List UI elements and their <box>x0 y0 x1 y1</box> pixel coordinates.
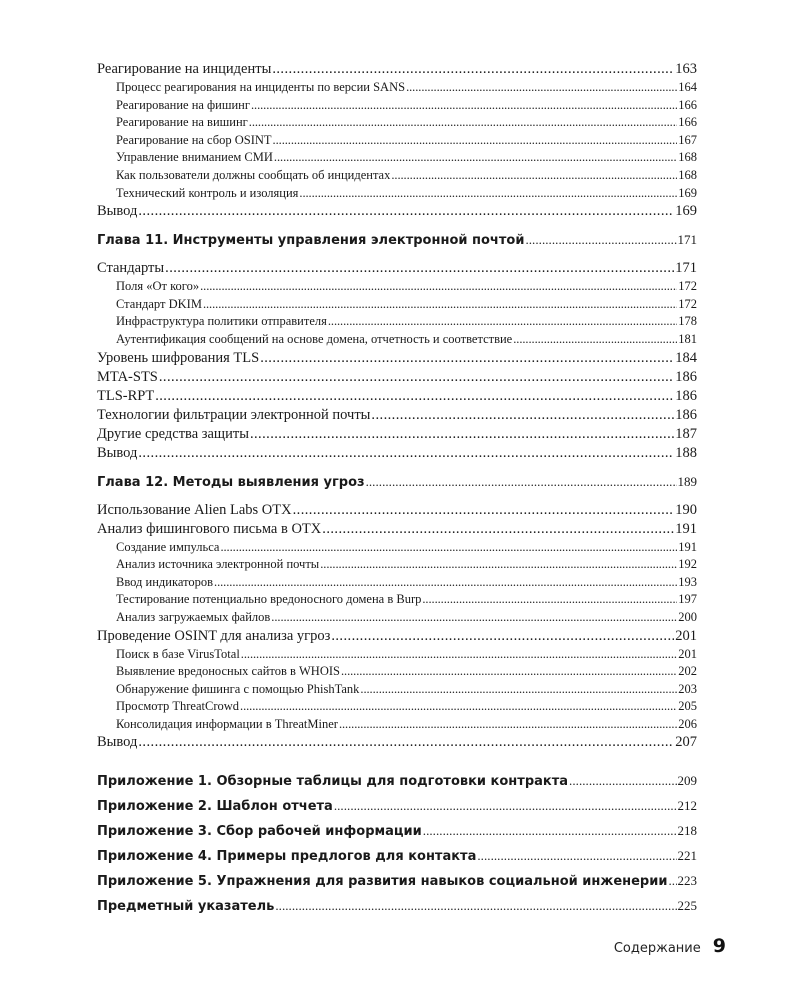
entry-title: Анализ загружаемых файлов <box>116 609 271 624</box>
spacer <box>97 221 697 229</box>
dot-leader <box>366 471 677 493</box>
entry-page: 171 <box>675 260 697 277</box>
toc-subsection-entry[interactable] <box>97 574 697 592</box>
chapter-page: 189 <box>677 473 697 489</box>
dot-leader <box>293 501 675 520</box>
dot-leader <box>331 627 674 646</box>
entry-title: Анализ источника электронной почты <box>116 557 320 572</box>
entry-page: 181 <box>678 331 697 346</box>
toc-subsection-entry[interactable] <box>97 556 697 574</box>
toc-subsection-entry[interactable] <box>97 591 697 609</box>
entry-title: Реагирование на инциденты <box>97 61 272 77</box>
entry-title: Вывод <box>97 203 138 220</box>
toc-subsection-entry[interactable] <box>97 296 697 314</box>
toc-subsection-entry[interactable] <box>97 97 697 115</box>
entry-page: 202 <box>678 664 697 679</box>
toc-section-entry[interactable] <box>97 60 697 79</box>
entry-page: 192 <box>678 557 697 572</box>
entry-page: 188 <box>675 444 697 461</box>
dot-leader <box>320 556 677 574</box>
chapter-title: Глава 11. Инструменты управления электронной почтой <box>97 233 525 249</box>
dot-leader <box>406 79 677 97</box>
entry-title: Аутентификация сообщений на основе домена, отчетность и соответствие <box>116 331 513 346</box>
dot-leader <box>668 868 676 893</box>
entry-title: Вывод <box>97 734 138 751</box>
toc-subsection-entry[interactable] <box>97 331 697 349</box>
toc-section-entry[interactable] <box>97 368 697 387</box>
entry-page: 197 <box>678 592 697 607</box>
entry-page: 186 <box>675 387 697 404</box>
entry-page: 187 <box>675 425 697 442</box>
dot-leader <box>138 733 674 752</box>
entry-page: 207 <box>675 734 697 751</box>
entry-title: Приложение 3. Сбор рабочей информации <box>97 824 422 840</box>
toc-section-entry[interactable] <box>97 520 697 539</box>
entry-page: 164 <box>678 80 697 94</box>
toc-section-entry[interactable] <box>97 733 697 752</box>
dot-leader <box>260 349 674 368</box>
toc-section-entry[interactable] <box>97 406 697 425</box>
spacer <box>97 493 697 501</box>
toc-subsection-entry[interactable] <box>97 185 697 203</box>
entry-page: 212 <box>677 798 697 814</box>
dot-leader <box>339 716 677 734</box>
toc-section-entry[interactable] <box>97 349 697 368</box>
toc-subsection-entry[interactable] <box>97 609 697 627</box>
toc-section-incident-response <box>97 60 697 221</box>
entry-page: 221 <box>677 848 697 864</box>
chapter-page: 171 <box>677 232 697 248</box>
entry-page: 178 <box>678 314 697 329</box>
toc-section-entry[interactable] <box>97 387 697 406</box>
dot-leader <box>249 114 677 132</box>
toc-appendix-entry[interactable] <box>97 818 697 843</box>
dot-leader <box>240 698 677 716</box>
toc-section-entry[interactable] <box>97 425 697 444</box>
entry-title: Реагирование на вишинг <box>116 115 248 130</box>
entry-page: 206 <box>678 716 697 731</box>
dot-leader <box>334 793 677 818</box>
dot-leader <box>477 843 676 868</box>
entry-page: 223 <box>677 873 697 889</box>
toc-appendix-entry[interactable] <box>97 768 697 793</box>
entry-page: 172 <box>678 296 697 311</box>
entry-page: 184 <box>675 349 697 366</box>
toc-section-entry[interactable] <box>97 259 697 278</box>
entry-page: 168 <box>678 150 697 165</box>
chapter-title: Глава 12. Методы выявления угроз <box>97 474 365 490</box>
entry-page: 205 <box>678 699 697 714</box>
toc-subsection-entry[interactable] <box>97 114 697 132</box>
entry-title: Создание импульса <box>116 539 220 554</box>
dot-leader <box>525 229 676 251</box>
dot-leader <box>273 132 678 150</box>
entry-page: 200 <box>678 609 697 624</box>
entry-title: Стандарты <box>97 260 165 277</box>
dot-leader <box>214 574 677 592</box>
entry-page: 218 <box>677 823 697 839</box>
entry-title: Обнаружение фишинга с помощью PhishTank <box>116 681 360 696</box>
entry-page: 169 <box>675 203 697 220</box>
entry-title: Вывод <box>97 444 138 461</box>
toc-section-entry[interactable] <box>97 627 697 646</box>
entry-page: 191 <box>675 520 697 537</box>
page-footer <box>614 935 726 957</box>
toc-section-entry[interactable] <box>97 444 697 463</box>
entry-title: Приложение 5. Упражнения для развития навыков социальной инженерии <box>97 874 668 890</box>
dot-leader <box>322 520 674 539</box>
toc-subsection-entry[interactable] <box>97 167 697 185</box>
entry-title: Технологии фильтрации электронной почты <box>97 406 371 423</box>
toc-section-entry[interactable] <box>97 501 697 520</box>
toc-section-chapter-11 <box>97 259 697 462</box>
entry-title: Как пользователи должны сообщать об инцидентах <box>116 167 391 182</box>
spacer <box>97 463 697 471</box>
entry-page: 166 <box>678 97 697 112</box>
entry-title: Технический контроль и изоляция <box>116 185 299 200</box>
toc-subsection-entry[interactable] <box>97 278 697 296</box>
dot-leader <box>341 663 677 681</box>
entry-title: Приложение 1. Обзорные таблицы для подготовки контракта <box>97 774 569 790</box>
dot-leader <box>422 591 677 609</box>
toc-section-entry[interactable] <box>97 202 697 221</box>
entry-title: Предметный указатель <box>97 899 275 915</box>
entry-page: 168 <box>678 167 697 182</box>
toc-subsection-entry[interactable] <box>97 663 697 681</box>
entry-title: Управление вниманием СМИ <box>116 150 273 165</box>
entry-title: Ввод индикаторов <box>116 574 214 589</box>
entry-page: 172 <box>678 279 697 294</box>
entry-title: Реагирование на фишинг <box>116 97 250 112</box>
entry-title: Приложение 4. Примеры предлогов для контакта <box>97 849 477 865</box>
page-number: 9 <box>712 935 726 957</box>
running-header-label: Содержание <box>613 941 701 956</box>
entry-page: 186 <box>675 406 697 423</box>
dot-leader <box>274 149 677 167</box>
toc-chapter-11[interactable] <box>97 229 697 251</box>
entry-page: 169 <box>678 185 697 200</box>
toc-subsection-entry[interactable] <box>97 646 697 664</box>
dot-leader <box>250 425 674 444</box>
dot-leader <box>155 387 674 406</box>
entry-title: Использование Alien Labs OTX <box>97 501 292 518</box>
entry-title: Анализ фишингового письма в OTX <box>97 520 322 537</box>
spacer <box>97 752 697 768</box>
toc-subsection-entry[interactable] <box>97 79 697 97</box>
dot-leader <box>299 185 677 203</box>
dot-leader <box>203 296 677 314</box>
table-of-contents <box>97 60 697 918</box>
dot-leader <box>138 202 674 221</box>
toc-appendix-entry[interactable] <box>97 793 697 818</box>
toc-appendix-entry[interactable] <box>97 893 697 918</box>
dot-leader <box>513 331 677 349</box>
entry-page: 225 <box>677 898 697 914</box>
dot-leader <box>220 539 677 557</box>
entry-title: Стандарт DKIM <box>116 296 202 311</box>
entry-title: Реагирование на сбор OSINT <box>116 132 272 147</box>
entry-page: 190 <box>675 501 697 518</box>
toc-subsection-entry[interactable] <box>97 698 697 716</box>
dot-leader <box>241 646 677 664</box>
entry-title: Поля «От кого» <box>116 279 200 294</box>
entry-page: 186 <box>675 368 697 385</box>
entry-page: 203 <box>678 681 697 696</box>
toc-subsection-entry[interactable] <box>97 716 697 734</box>
toc-subsection-entry[interactable] <box>97 313 697 331</box>
dot-leader <box>271 609 677 627</box>
dot-leader <box>165 259 674 278</box>
entry-page: 201 <box>675 627 697 644</box>
entry-page: 201 <box>678 646 697 661</box>
entry-page: 209 <box>677 773 697 789</box>
toc-subsection-entry[interactable] <box>97 681 697 699</box>
entry-title: Уровень шифрования TLS <box>97 349 260 366</box>
dot-leader <box>275 893 676 918</box>
entry-page: 167 <box>678 132 697 147</box>
entry-title: Процесс реагирования на инциденты по версии SANS <box>116 80 406 94</box>
dot-leader <box>272 60 674 79</box>
toc-subsection-entry[interactable] <box>97 132 697 150</box>
toc-subsection-entry[interactable] <box>97 149 697 167</box>
dot-leader <box>138 444 674 463</box>
entry-title: Другие средства защиты <box>97 425 249 442</box>
dot-leader <box>569 768 676 793</box>
entry-title: Проведение OSINT для анализа угроз <box>97 627 331 644</box>
dot-leader <box>159 368 674 387</box>
spacer <box>97 251 697 259</box>
toc-section-chapter-12 <box>97 501 697 753</box>
entry-page: 193 <box>678 574 697 589</box>
toc-chapter-12[interactable] <box>97 471 697 493</box>
dot-leader <box>360 681 677 699</box>
entry-page: 191 <box>678 539 697 554</box>
toc-section-appendices <box>97 768 697 918</box>
entry-page: 166 <box>678 115 697 130</box>
entry-page: 163 <box>675 61 697 77</box>
dot-leader <box>200 278 677 296</box>
entry-title: MTA-STS <box>97 368 158 385</box>
entry-title: Инфраструктура политики отправителя <box>116 314 327 329</box>
entry-title: TLS-RPT <box>97 387 155 404</box>
toc-appendix-entry[interactable] <box>97 843 697 868</box>
toc-subsection-entry[interactable] <box>97 539 697 557</box>
entry-title: Консолидация информации в ThreatMiner <box>116 716 338 731</box>
toc-appendix-entry[interactable] <box>97 868 697 893</box>
entry-title: Выявление вредоносных сайтов в WHOIS <box>116 664 340 679</box>
dot-leader <box>251 97 677 115</box>
entry-title: Приложение 2. Шаблон отчета <box>97 799 333 815</box>
dot-leader <box>423 818 677 843</box>
dot-leader <box>328 313 677 331</box>
entry-title: Поиск в базе VirusTotal <box>116 646 240 661</box>
dot-leader <box>391 167 677 185</box>
entry-title: Просмотр ThreatCrowd <box>116 699 240 714</box>
dot-leader <box>371 406 674 425</box>
entry-title: Тестирование потенциально вредоносного домена в Burp <box>116 592 422 607</box>
